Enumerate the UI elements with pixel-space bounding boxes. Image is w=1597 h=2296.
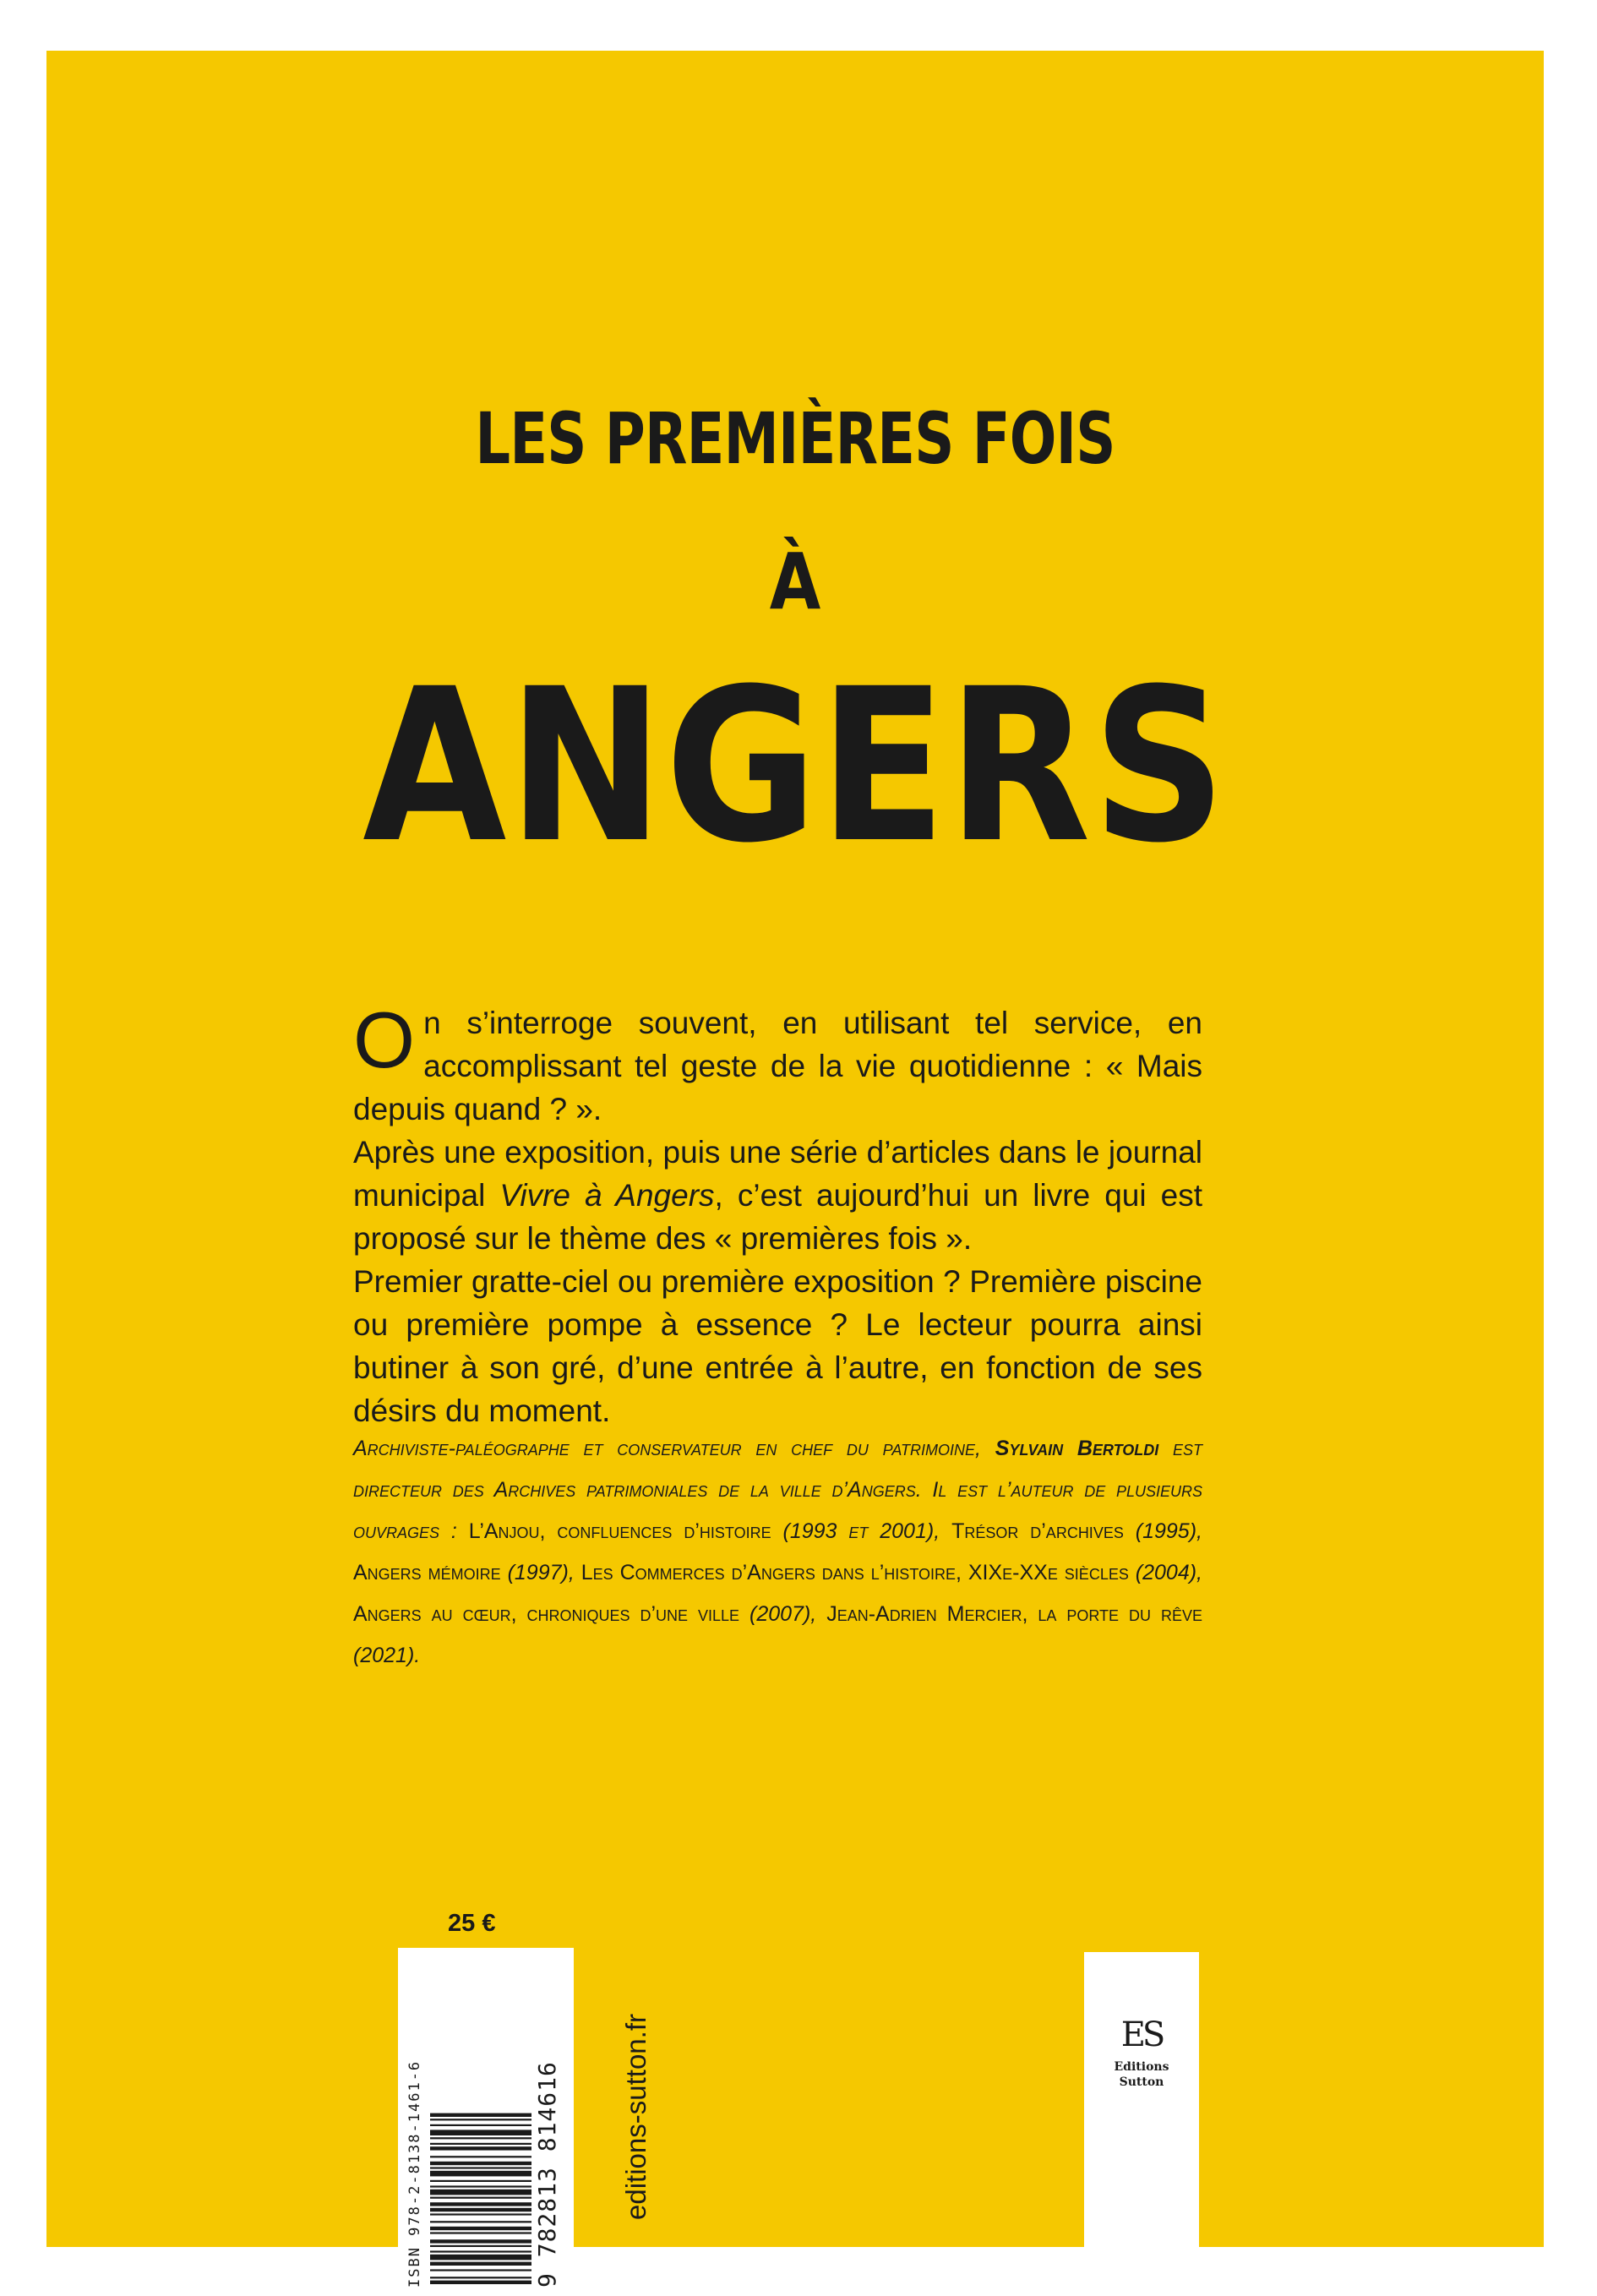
barcode-bar [430,2221,531,2222]
work-title-1: L’Anjou, confluences d’histoire [468,1519,771,1543]
barcode-bar [430,2208,531,2211]
barcode-bar [430,2277,531,2278]
work-title-3: Angers mémoire [353,1561,501,1584]
barcode-bar [430,2162,531,2165]
title-line-3: ANGERS [362,643,1228,889]
work-title-4: Les Commerces d’Angers dans l’histoire, XIXe-XXe siècles [580,1561,1129,1584]
barcode-bar [430,2185,531,2187]
barcode-bar [430,2245,531,2247]
blurb-paragraph-2-text-a: Après une exposition, puis une série d’articles dans le journal municipal [353,1135,1202,1213]
barcode-bar [430,2281,531,2284]
barcode-bar [430,2180,531,2182]
blurb-paragraph-2-text-b: , c’est aujourd’hui un livre qui est proposé sur le thème des « premières fois ». [353,1178,1202,1256]
barcode-bar [430,2119,531,2120]
publisher-logo [1084,1952,1199,2296]
barcode-bar [430,2156,531,2157]
barcode-bar [430,2227,531,2230]
blurb-paragraph-3: Premier gratte-ciel ou première exposition ? Première piscine ou première pompe à essence ? Le lecteur pourra ainsi butiner à son gré, d’une entrée à l’autre, en fonction de ses désirs du moment. [353,1264,1202,1428]
barcode-bar [430,2239,531,2243]
barcode-bar [430,2269,531,2271]
blurb-paragraph-1-text: n s’interroge souvent, en utilisant tel service, en accomplissant tel geste de la vie quotidienne : « Mais depuis quand ? ». [353,1006,1202,1126]
blurb [353,995,1202,1432]
blurb-paragraph-2 [353,1131,1202,1260]
work-title-2: Trésor d’archives [951,1519,1124,1543]
barcode-bar [430,2167,531,2168]
barcode-bar [430,2137,531,2139]
barcode-bar [430,2202,531,2206]
publisher-monogram: ES [1120,2015,1163,2054]
barcode-bar [430,2255,531,2261]
work-year-2: (1995), [1123,1519,1202,1543]
barcode-bar [430,2250,531,2252]
publisher-line-1: Editions [1114,2060,1169,2074]
ean-digits: 9 782813 814616 [533,2061,561,2288]
barcode-bar [430,2213,531,2215]
drop-cap: O [353,995,416,1084]
barcode-bar [430,2124,531,2126]
title-line-1: LES PREMIÈRES FOIS [475,397,1115,480]
barcode-bar [430,2190,531,2195]
bio-text-2: est directeur des Archives patrimoniales de la ville d’Angers. Il est l’auteur de plusieurs ouvrages : [353,1437,1203,1543]
barcode-bar [430,2171,531,2177]
bio-text-1: Archiviste-paléographe et conservateur en chef du patrimoine, [353,1437,995,1460]
price: 25 € [448,1910,496,1937]
work-year-6: (2021). [353,1644,421,1667]
publisher-url: editions-sutton.fr [620,2014,651,2220]
barcode-bar [430,2197,531,2199]
magazine-title: Vivre à Angers [499,1178,715,1213]
work-year-5: (2007), [739,1602,827,1626]
isbn-label: ISBN 978-2-8138-1461-6 [406,2059,423,2288]
barcode-rotated [403,1956,569,2288]
barcode-bar [430,2130,531,2135]
barcode-bar [430,2143,531,2145]
work-title-5: Angers au cœur, chroniques d’une ville [353,1602,740,1626]
barcode [398,1948,574,2296]
barcode-bar [430,2113,531,2117]
publisher-line-2: Sutton [1119,2075,1164,2089]
barcode-bar [430,2232,531,2233]
blurb-paragraph-1 [353,995,1202,1131]
barcode-bars-icon [430,1956,531,2288]
author-bio [353,1428,1202,1677]
title-line-2: À [769,537,821,627]
author-name: Sylvain Bertoldi [995,1437,1159,1460]
barcode-bar [430,2146,531,2150]
barcode-bar [430,2262,531,2266]
work-title-6: Jean-Adrien Mercier, la porte du rêve [826,1602,1202,1626]
work-year-1: (1993 et 2001), [771,1519,952,1543]
work-year-3: (1997), [500,1561,581,1584]
work-year-4: (2004), [1128,1561,1202,1584]
